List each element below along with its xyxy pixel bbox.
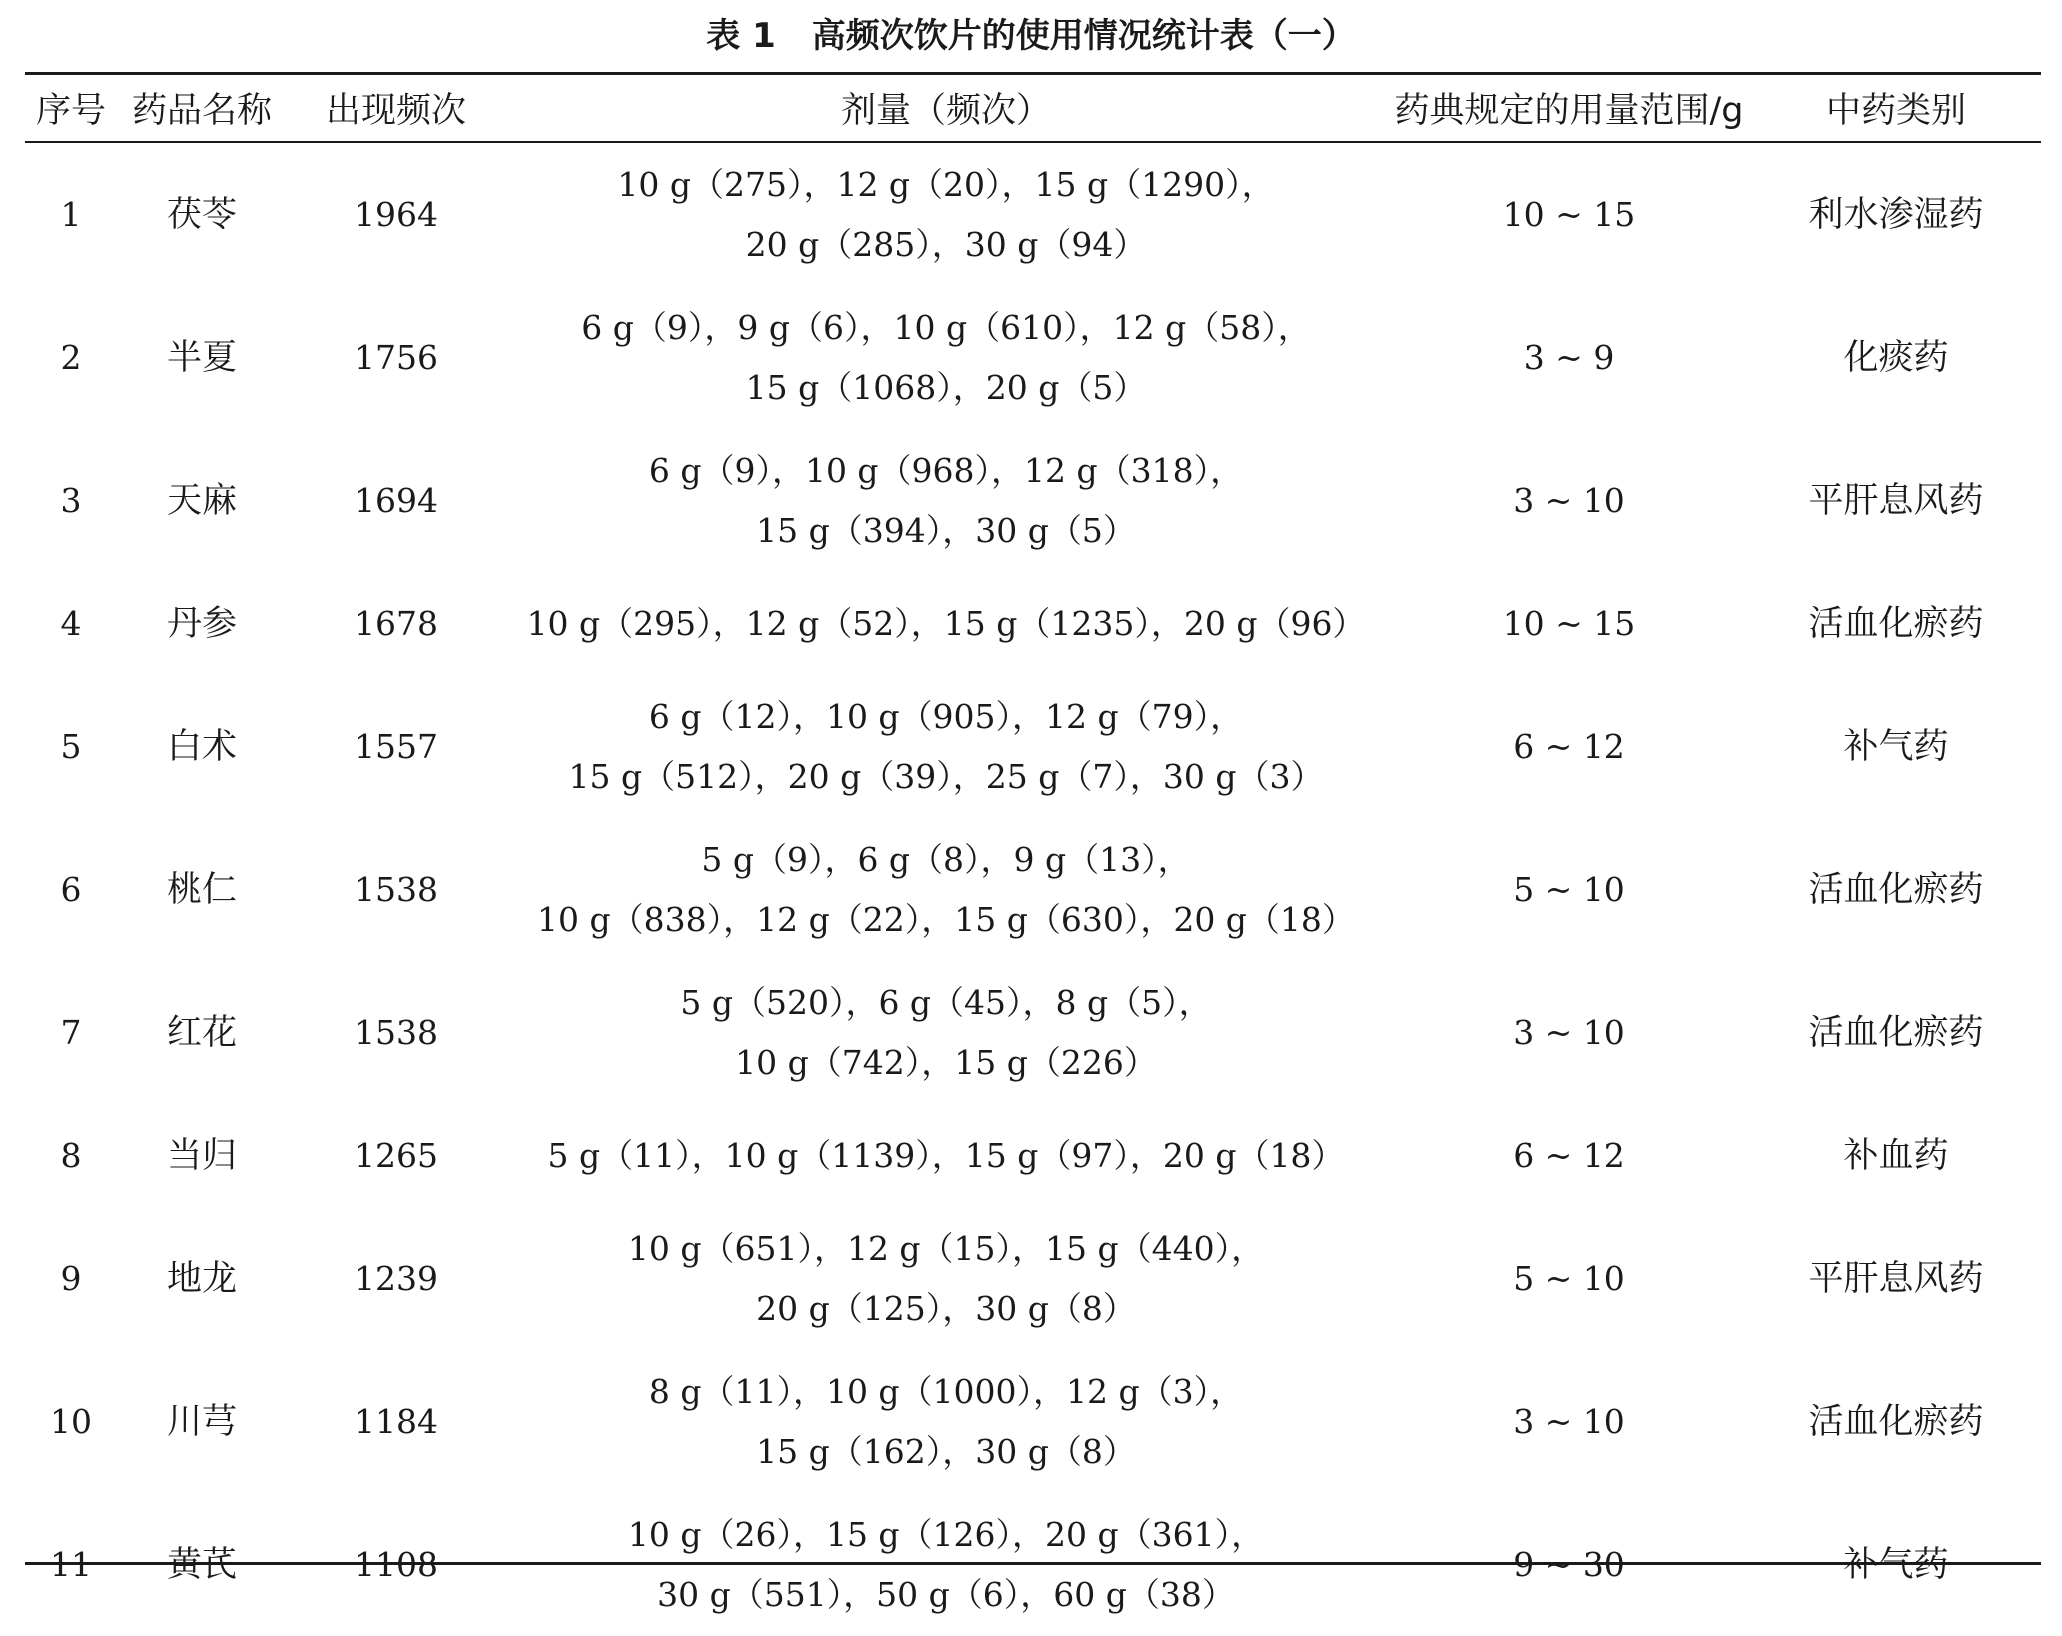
caption-label: 表 1	[706, 16, 776, 56]
cell-category: 平肝息风药	[1808, 480, 1984, 521]
cell-name: 天麻	[166, 480, 237, 521]
cell-frequency: 1184	[354, 1401, 438, 1441]
cell-frequency: 1964	[354, 194, 438, 234]
dosage-line: 10 g（295），12 g（52），15 g（1235），20 g（96）	[526, 603, 1366, 643]
cell-category: 补血药	[1843, 1135, 1949, 1176]
cell-dosage	[505, 1207, 1387, 1350]
cell-name: 当归	[166, 1135, 237, 1176]
header-dosage: 剂量（频次）	[840, 91, 1051, 131]
cell-index: 4	[60, 603, 82, 643]
table-row	[25, 142, 2041, 286]
dosage-line: 15 g（162），30 g（8）	[756, 1431, 1136, 1471]
cell-frequency: 1538	[354, 869, 438, 909]
header-row	[25, 75, 2041, 142]
cell-category: 活血化瘀药	[1808, 869, 1984, 910]
cell-dosage	[505, 142, 1387, 286]
cell-frequency: 1756	[354, 337, 438, 377]
cell-range: 3 ~ 10	[1513, 480, 1625, 520]
table-body	[25, 142, 2041, 1636]
table-row	[25, 675, 2041, 818]
table-row	[25, 818, 2041, 961]
cell-range: 3 ~ 10	[1513, 1401, 1625, 1441]
cell-frequency: 1557	[354, 726, 438, 766]
cell-frequency: 1239	[354, 1258, 438, 1298]
cell-range: 5 ~ 10	[1513, 869, 1625, 909]
dosage-line: 30 g（551），50 g（6），60 g（38）	[657, 1574, 1235, 1614]
dosage-line: 15 g（1068），20 g（5）	[745, 367, 1147, 407]
cell-name: 桃仁	[166, 869, 237, 910]
cell-frequency: 1108	[354, 1544, 438, 1584]
dosage-line: 10 g（651），12 g（15），15 g（440），	[627, 1228, 1265, 1268]
dosage-line: 5 g（9），6 g（8），9 g（13），	[701, 839, 1191, 879]
dosage-line: 5 g（520），6 g（45），8 g（5），	[680, 982, 1212, 1022]
cell-frequency: 1694	[354, 480, 438, 520]
cell-dosage	[505, 1350, 1387, 1493]
table-row	[25, 429, 2041, 572]
cell-name: 红花	[166, 1012, 237, 1053]
cell-dosage	[505, 1104, 1387, 1207]
dosage-line: 15 g（512），20 g（39），25 g（7），30 g（3）	[568, 756, 1324, 796]
cell-dosage	[505, 1493, 1387, 1636]
cell-name: 半夏	[166, 337, 237, 378]
cell-range: 6 ~ 12	[1513, 726, 1625, 766]
cell-category: 平肝息风药	[1808, 1258, 1984, 1299]
table-header	[25, 75, 2041, 142]
cell-index: 1	[60, 194, 82, 234]
dosage-line: 8 g（11），10 g（1000），12 g（3），	[648, 1371, 1244, 1411]
cell-index: 5	[60, 726, 82, 766]
dosage-line: 20 g（125），30 g（8）	[756, 1288, 1136, 1328]
cell-frequency: 1538	[354, 1012, 438, 1052]
cell-range: 10 ~ 15	[1502, 603, 1636, 643]
table-row	[25, 1350, 2041, 1493]
cell-frequency: 1265	[354, 1135, 438, 1175]
cell-dosage	[505, 961, 1387, 1104]
cell-index: 8	[60, 1135, 82, 1175]
cell-index: 6	[60, 869, 82, 909]
statistics-table	[25, 75, 2041, 1636]
dosage-line: 6 g（9），10 g（968），12 g（318），	[648, 450, 1244, 490]
cell-index: 2	[60, 337, 82, 377]
dosage-line: 15 g（394），30 g（5）	[756, 510, 1136, 550]
cell-dosage	[505, 675, 1387, 818]
header-name: 药品名称	[131, 91, 272, 131]
dosage-line: 6 g（12），10 g（905），12 g（79），	[648, 696, 1244, 736]
cell-range: 3 ~ 10	[1513, 1012, 1625, 1052]
cell-category: 补气药	[1843, 1544, 1949, 1585]
header-index: 序号	[35, 91, 106, 131]
table-row	[25, 286, 2041, 429]
cell-name: 川芎	[166, 1401, 237, 1442]
cell-dosage	[505, 818, 1387, 961]
dosage-line: 6 g（9），9 g（6），10 g（610），12 g（58），	[581, 307, 1311, 347]
cell-name: 白术	[166, 726, 237, 767]
cell-name: 黄芪	[166, 1544, 237, 1585]
cell-category: 利水渗湿药	[1808, 194, 1984, 235]
cell-category: 活血化瘀药	[1808, 1012, 1984, 1053]
dosage-line: 10 g（838），12 g（22），15 g（630），20 g（18）	[537, 899, 1355, 939]
cell-index: 9	[60, 1258, 82, 1298]
header-frequency: 出现频次	[325, 91, 466, 131]
cell-dosage	[505, 572, 1387, 675]
table-row	[25, 572, 2041, 675]
cell-index: 11	[50, 1544, 92, 1584]
table-row	[25, 1104, 2041, 1207]
caption-title: 高频次饮片的使用情况统计表（一）	[811, 16, 1356, 56]
dosage-line: 10 g（742），15 g（226）	[735, 1042, 1157, 1082]
dosage-line: 10 g（275），12 g（20），15 g（1290），	[617, 164, 1275, 204]
cell-range: 9 ~ 30	[1513, 1544, 1625, 1584]
cell-index: 10	[50, 1401, 92, 1441]
cell-index: 7	[60, 1012, 82, 1052]
cell-category: 补气药	[1843, 726, 1949, 767]
cell-category: 化痰药	[1843, 337, 1949, 378]
cell-category: 活血化瘀药	[1808, 603, 1984, 644]
header-range: 药典规定的用量范围/g	[1394, 91, 1744, 131]
table-row	[25, 1493, 2041, 1636]
cell-range: 5 ~ 10	[1513, 1258, 1625, 1298]
table-row	[25, 961, 2041, 1104]
cell-category: 活血化瘀药	[1808, 1401, 1984, 1442]
table-row	[25, 1207, 2041, 1350]
cell-range: 3 ~ 9	[1523, 337, 1615, 377]
cell-dosage	[505, 429, 1387, 572]
cell-name: 地龙	[166, 1258, 237, 1299]
cell-index: 3	[60, 480, 82, 520]
header-category: 中药类别	[1825, 91, 1966, 131]
dosage-line: 5 g（11），10 g（1139），15 g（97），20 g（18）	[547, 1135, 1345, 1175]
cell-name: 茯苓	[166, 194, 237, 235]
dosage-line: 10 g（26），15 g（126），20 g（361），	[627, 1514, 1265, 1554]
table-caption	[0, 8, 2062, 64]
cell-frequency: 1678	[354, 603, 438, 643]
cell-range: 10 ~ 15	[1502, 194, 1636, 234]
dosage-line: 20 g（285），30 g（94）	[745, 224, 1147, 264]
cell-name: 丹参	[166, 603, 237, 644]
cell-dosage	[505, 286, 1387, 429]
cell-range: 6 ~ 12	[1513, 1135, 1625, 1175]
